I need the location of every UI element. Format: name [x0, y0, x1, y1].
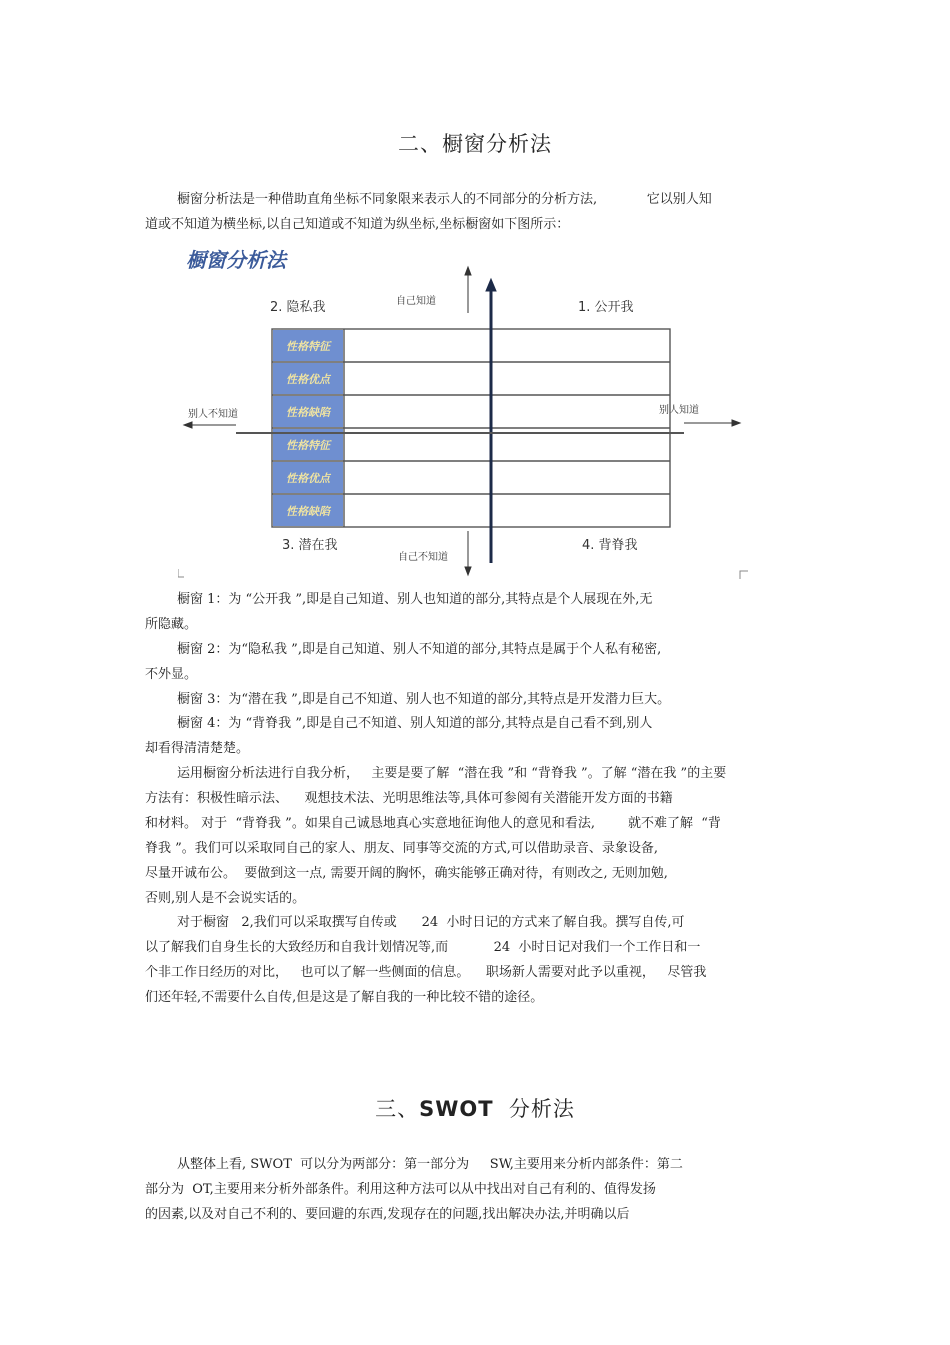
text-line: 部分为 OT,主要用来分析外部条件。利用这种方法可以从中找出对自己有利的、值得发扬: [145, 1182, 656, 1197]
section-3-intro: [145, 1152, 790, 1227]
text-line: 橱窗 2：为“隐私我 ”,即是自己知道、别人不知道的部分,其特点是属于个人私有秘密,: [177, 642, 662, 657]
window-4-para: [145, 711, 790, 761]
figure-heading: 橱窗分析法: [186, 248, 286, 272]
window-analysis-figure: [178, 245, 758, 585]
quadrant-4-label: 4. 背脊我: [582, 538, 638, 553]
text-line: 所隐藏。: [145, 617, 198, 632]
row-label: 性格特征: [286, 439, 330, 452]
window-2-para: [145, 637, 790, 687]
self-not-know-arrow: [465, 531, 471, 575]
quadrant-2-label: 2. 隐私我: [270, 300, 326, 315]
text-line: 道或不知道为横坐标,以自己知道或不知道为纵坐标,坐标橱窗如下图所示：: [145, 217, 570, 232]
text-line: 以了解我们自身生长的大致经历和自我计划情况等,而 24 小时日记对我们一个工作日和一: [145, 940, 701, 955]
row-label: 性格优点: [286, 472, 330, 485]
self-know-label: 自己知道: [396, 296, 436, 307]
window-3-para: [145, 687, 790, 712]
others-know-label: 别人知道: [659, 405, 699, 416]
text-line: 橱窗分析法是一种借助直角坐标不同象限来表示人的不同部分的分析方法, 它以别人知: [177, 192, 712, 207]
section-2-intro: [145, 187, 790, 237]
corner-marks: [178, 569, 748, 579]
text-line: 否则,别人是不会说实话的。: [145, 891, 306, 906]
text-line: 方法有：积极性暗示法、 观想技术法、光明思维法等,具体可参阅有关潜能开发方面的书籍: [145, 791, 673, 806]
title-prefix: 三、: [375, 1097, 420, 1121]
title-suffix: 分析法: [493, 1097, 575, 1121]
text-line: 橱窗 3：为“潜在我 ”,即是自己不知道、别人也不知道的部分,其特点是开发潜力巨大。: [177, 692, 671, 707]
text-line: 对于橱窗 2,我们可以采取撰写自传或 24 小时日记的方式来了解自我。撰写自传,可: [177, 915, 685, 930]
section-3-title: [0, 1093, 950, 1123]
others-not-know-label: 别人不知道: [188, 409, 238, 420]
row-label: 性格优点: [286, 373, 330, 386]
row-label: 性格缺陷: [286, 406, 330, 419]
row-label: 性格缺陷: [286, 505, 330, 518]
text-line: 们还年轻,不需要什么自传,但是这是了解自我的一种比较不错的途径。: [145, 990, 544, 1005]
others-know-arrow: [684, 420, 740, 426]
text-line: 不外显。: [145, 667, 198, 682]
window-2-method-para: [145, 910, 790, 1010]
self-know-arrow: [465, 267, 471, 313]
text-line: 从整体上看, SWOT 可以分为两部分：第一部分为 SW,主要用来分析内部条件：第二: [177, 1157, 683, 1172]
text-line: 橱窗 4：为 “背脊我 ”,即是自己不知道、别人知道的部分,其特点是自己看不到,别人: [177, 716, 653, 731]
text-line: 运用橱窗分析法进行自我分析， 主要是要了解 “潜在我 ”和 “背脊我 ”。了解 “潜在我 ”的主要: [177, 766, 727, 781]
text-line: 和材料。 对于 “背脊我 ”。如果自己诚恳地真心实意地征询他人的意见和看法, 就不难了解 “背: [145, 816, 721, 831]
window-1-para: [145, 587, 790, 637]
text-line: 却看得清清楚楚。: [145, 741, 250, 756]
analysis-para: [145, 761, 790, 911]
text-line: 个非工作日经历的对比， 也可以了解一些侧面的信息。 职场新人需要对此予以重视， 尽管我: [145, 965, 707, 980]
quadrant-1-label: 1. 公开我: [578, 300, 634, 315]
others-not-know-arrow: [184, 422, 236, 428]
row-label: 性格特征: [286, 340, 330, 353]
quadrant-3-label: 3. 潜在我: [282, 538, 338, 553]
text-line: 橱窗 1：为 “公开我 ”,即是自己知道、别人也知道的部分,其特点是个人展现在外,无: [177, 592, 653, 607]
title-swot: SWOT: [419, 1097, 494, 1121]
self-not-know-label: 自己不知道: [398, 552, 448, 563]
vertical-axis: [486, 279, 496, 563]
section-2-title: 二、橱窗分析法: [398, 132, 552, 156]
text-line: 尽量开诚布公。 要做到这一点, 需要开阔的胸怀，确实能够正确对待，有则改之, 无则加勉,: [145, 866, 668, 881]
text-line: 脊我 ”。我们可以采取同自己的家人、朋友、同事等交流的方式,可以借助录音、录象设备,: [145, 841, 659, 856]
text-line: 的因素,以及对自己不利的、要回避的东西,发现存在的问题,找出解决办法,并明确以后: [145, 1207, 630, 1222]
